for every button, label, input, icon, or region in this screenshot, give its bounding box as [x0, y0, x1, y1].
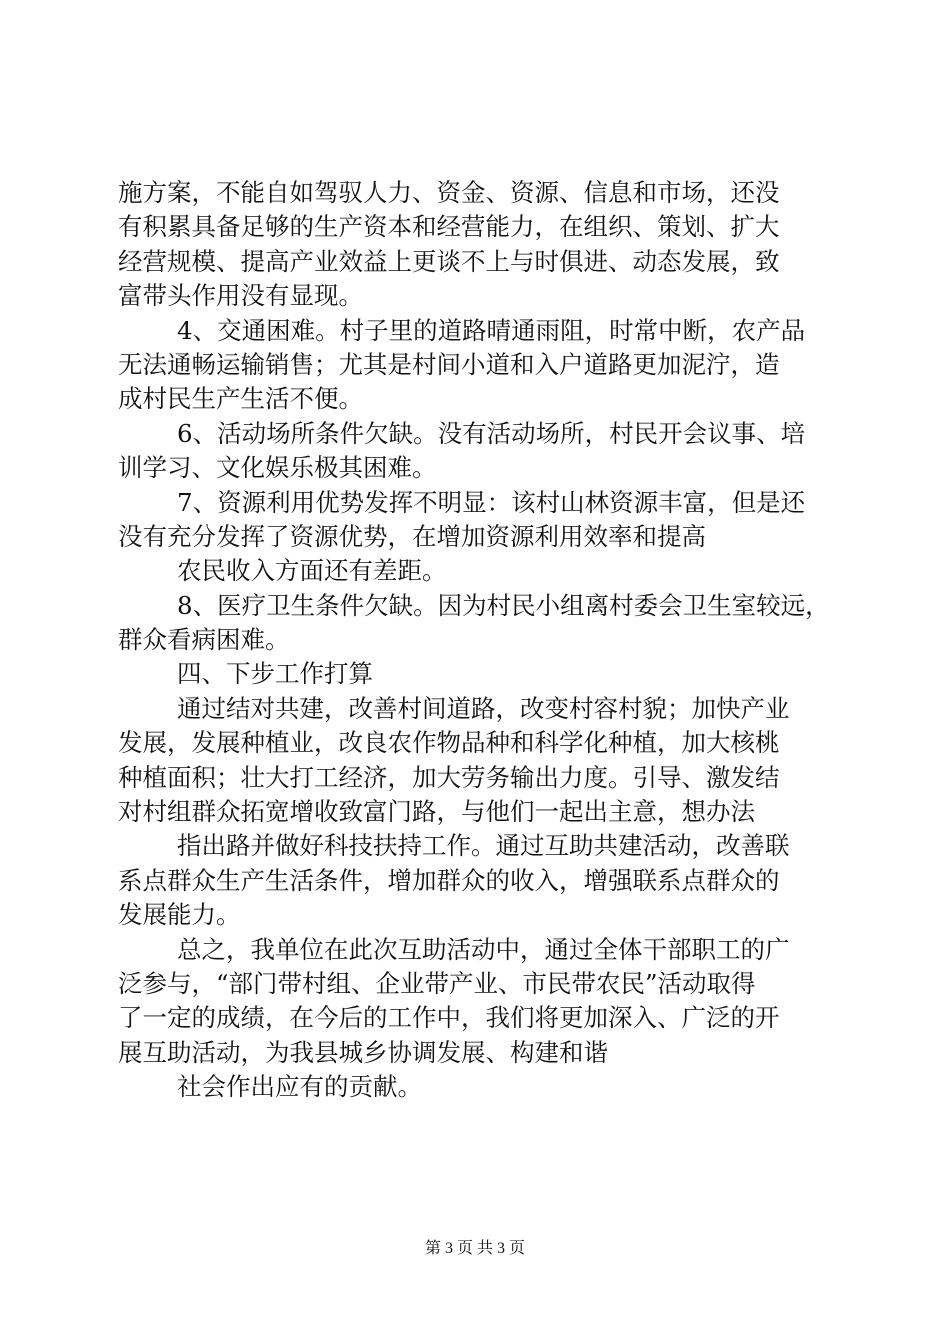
text-line: 通过结对共建，改善村间道路，改变村容村貌；加快产业 [177, 693, 790, 723]
page-footer: 第 3 页 共 3 页 [424, 1240, 525, 1257]
text-line: 6、活动场所条件欠缺。没有活动场所，村民开会议事、培 [177, 418, 806, 448]
text-line: 系点群众生产生活条件，增加群众的收入，增强联系点群众的 [118, 865, 780, 895]
text-line: 训学习、文化娱乐极其困难。 [118, 453, 437, 483]
text-line: 发展，发展种植业，改良农作物品种和科学化种植，加大核桃 [118, 728, 780, 758]
text-line: 7、资源利用优势发挥不明显：该村山林资源丰富，但是还 [177, 487, 806, 517]
text-line: 总之，我单位在此次互助活动中，通过全体干部职工的广 [177, 934, 790, 964]
text-line: 4、交通困难。村子里的道路晴通雨阻，时常中断，农产品 [177, 315, 806, 345]
text-line: 泛参与，“部门带村组、企业带产业、市民带农民”活动取得 [118, 968, 756, 998]
text-line: 了一定的成绩，在今后的工作中，我们将更加深入、广泛的开 [118, 1003, 780, 1033]
text-line: 无法通畅运输销售；尤其是村间小道和入户道路更加泥泞，造 [118, 349, 780, 379]
text-line: 展互助活动，为我县城乡协调发展、构建和谐 [118, 1037, 608, 1067]
text-line: 发展能力。 [118, 900, 241, 930]
text-line: 指出路并做好科技扶持工作。通过互助共建活动，改善联 [177, 831, 790, 861]
text-line: 富带头作用没有显现。 [118, 281, 363, 311]
text-line: 农民收入方面还有差距。 [177, 556, 447, 586]
body-text [118, 176, 842, 1105]
text-line: 群众看病困难。 [118, 625, 290, 655]
text-line: 对村组群众拓宽增收致富门路，与他们一起出主意，想办法 [118, 797, 755, 827]
text-line: 种植面积；壮大打工经济，加大劳务输出力度。引导、激发结 [118, 762, 780, 792]
text-line: 有积累具备足够的生产资本和经营能力，在组织、策划、扩大 [118, 212, 780, 242]
text-line: 施方案，不能自如驾驭人力、资金、资源、信息和市场，还没 [118, 178, 780, 207]
text-line: 没有充分发挥了资源优势，在增加资源利用效率和提高 [118, 521, 706, 551]
text-line: 成村民生产生活不便。 [118, 384, 363, 414]
text-line: 8、医疗卫生条件欠缺。因为村民小组离村委会卫生室较远， [177, 590, 830, 620]
text-line: 经营规模、提高产业效益上更谈不上与时俱进、动态发展，致 [118, 246, 780, 276]
text-line: 社会作出应有的贡献。 [177, 1072, 422, 1102]
text-line: 四、下步工作打算 [177, 659, 373, 689]
